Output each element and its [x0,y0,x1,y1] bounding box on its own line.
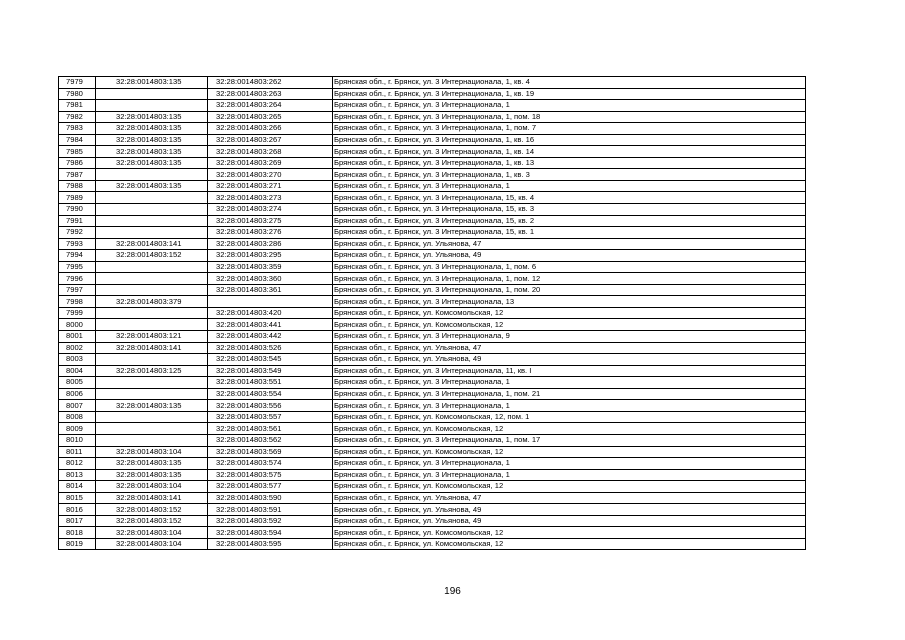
address-cell: Брянская обл., г. Брянск, ул. 3 Интернационала, 15, кв. 1 [333,227,806,239]
row-number-cell: 7985 [59,146,96,158]
address-cell: Брянская обл., г. Брянск, ул. 3 Интернационала, 15, кв. 2 [333,215,806,227]
address-cell: Брянская обл., г. Брянск, ул. 3 Интернационала, 1, пом. 7 [333,123,806,135]
cadastral-number-cell: 32:28:0014803:286 [208,238,333,250]
parent-cadastral-number-cell: 32:28:0014803:104 [96,481,208,493]
parent-cadastral-number-cell: 32:28:0014803:135 [96,400,208,412]
parent-cadastral-number-cell: 32:28:0014803:135 [96,157,208,169]
table-row [59,134,806,146]
cadastral-number-cell: 32:28:0014803:268 [208,146,333,158]
row-number-cell: 8012 [59,458,96,470]
address-cell: Брянская обл., г. Брянск, ул. Ульянова, 47 [333,238,806,250]
address-cell: Брянская обл., г. Брянск, ул. 3 Интернационала, 1, кв. 16 [333,134,806,146]
row-number-cell: 7979 [59,77,96,89]
cadastral-number-cell: 32:28:0014803:295 [208,250,333,262]
address-cell: Брянская обл., г. Брянск, ул. 3 Интернационала, 1, пом. 6 [333,261,806,273]
table-row [59,515,806,527]
parent-cadastral-number-cell: 32:28:0014803:141 [96,342,208,354]
cadastral-number-cell: 32:28:0014803:420 [208,307,333,319]
row-number-cell: 7987 [59,169,96,181]
cadastral-number-cell: 32:28:0014803:264 [208,100,333,112]
row-number-cell: 8017 [59,515,96,527]
parent-cadastral-number-cell [96,215,208,227]
row-number-cell: 7982 [59,111,96,123]
address-cell: Брянская обл., г. Брянск, ул. Комсомольская, 12 [333,527,806,539]
cadastral-number-cell: 32:28:0014803:269 [208,157,333,169]
parent-cadastral-number-cell: 32:28:0014803:379 [96,296,208,308]
parent-cadastral-number-cell: 32:28:0014803:135 [96,180,208,192]
row-number-cell: 7983 [59,123,96,135]
parent-cadastral-number-cell: 32:28:0014803:135 [96,469,208,481]
table-row [59,307,806,319]
table-row [59,227,806,239]
table-row [59,469,806,481]
address-cell: Брянская обл., г. Брянск, ул. Комсомольская, 12 [333,446,806,458]
row-number-cell: 7988 [59,180,96,192]
parent-cadastral-number-cell [96,434,208,446]
parent-cadastral-number-cell [96,354,208,366]
cadastral-number-cell: 32:28:0014803:574 [208,458,333,470]
row-number-cell: 8000 [59,319,96,331]
table-row [59,169,806,181]
cadastral-number-cell: 32:28:0014803:360 [208,273,333,285]
address-cell: Брянская обл., г. Брянск, ул. 3 Интернационала, 1, кв. 3 [333,169,806,181]
cadastral-number-cell: 32:28:0014803:592 [208,515,333,527]
address-cell: Брянская обл., г. Брянск, ул. Ульянова, 47 [333,342,806,354]
row-number-cell: 8014 [59,481,96,493]
cadastral-number-cell: 32:28:0014803:556 [208,400,333,412]
parent-cadastral-number-cell: 32:28:0014803:135 [96,111,208,123]
address-cell: Брянская обл., г. Брянск, ул. 3 Интернационала, 1, пом. 21 [333,388,806,400]
parent-cadastral-number-cell: 32:28:0014803:104 [96,538,208,550]
cadastral-number-cell: 32:28:0014803:265 [208,111,333,123]
cadastral-number-cell [208,296,333,308]
address-cell: Брянская обл., г. Брянск, ул. Комсомольская, 12 [333,538,806,550]
parent-cadastral-number-cell [96,307,208,319]
row-number-cell: 8007 [59,400,96,412]
parent-cadastral-number-cell: 32:28:0014803:135 [96,134,208,146]
address-cell: Брянская обл., г. Брянск, ул. 3 Интернационала, 1, пом. 20 [333,284,806,296]
table-row [59,527,806,539]
address-cell: Брянская обл., г. Брянск, ул. Комсомольская, 12 [333,307,806,319]
cadastral-number-cell: 32:28:0014803:267 [208,134,333,146]
address-cell: Брянская обл., г. Брянск, ул. Ульянова, 49 [333,354,806,366]
table-row [59,123,806,135]
parent-cadastral-number-cell: 32:28:0014803:104 [96,446,208,458]
row-number-cell: 7999 [59,307,96,319]
address-cell: Брянская обл., г. Брянск, ул. 3 Интернационала, 9 [333,331,806,343]
parent-cadastral-number-cell: 32:28:0014803:135 [96,458,208,470]
cadastral-register-table [58,76,806,550]
table-row [59,354,806,366]
row-number-cell: 7997 [59,284,96,296]
row-number-cell: 8010 [59,434,96,446]
cadastral-number-cell: 32:28:0014803:273 [208,192,333,204]
cadastral-number-cell: 32:28:0014803:591 [208,504,333,516]
row-number-cell: 7981 [59,100,96,112]
address-cell: Брянская обл., г. Брянск, ул. 3 Интернационала, 1 [333,469,806,481]
address-cell: Брянская обл., г. Брянск, ул. 3 Интернационала, 11, кв. I [333,365,806,377]
cadastral-number-cell: 32:28:0014803:359 [208,261,333,273]
address-cell: Брянская обл., г. Брянск, ул. 3 Интернационала, 1 [333,180,806,192]
parent-cadastral-number-cell [96,192,208,204]
parent-cadastral-number-cell: 32:28:0014803:135 [96,146,208,158]
row-number-cell: 8002 [59,342,96,354]
cadastral-number-cell: 32:28:0014803:266 [208,123,333,135]
cadastral-number-cell: 32:28:0014803:274 [208,204,333,216]
row-number-cell: 7991 [59,215,96,227]
address-cell: Брянская обл., г. Брянск, ул. Комсомольская, 12 [333,423,806,435]
address-cell: Брянская обл., г. Брянск, ул. 3 Интернационала, 1, пом. 18 [333,111,806,123]
parent-cadastral-number-cell: 32:28:0014803:152 [96,515,208,527]
table-row [59,215,806,227]
row-number-cell: 8011 [59,446,96,458]
parent-cadastral-number-cell [96,273,208,285]
address-cell: Брянская обл., г. Брянск, ул. 3 Интернационала, 1 [333,458,806,470]
parent-cadastral-number-cell [96,88,208,100]
table-row [59,342,806,354]
row-number-cell: 8004 [59,365,96,377]
cadastral-number-cell: 32:28:0014803:549 [208,365,333,377]
parent-cadastral-number-cell [96,284,208,296]
cadastral-number-cell: 32:28:0014803:575 [208,469,333,481]
table-row [59,492,806,504]
parent-cadastral-number-cell [96,169,208,181]
address-cell: Брянская обл., г. Брянск, ул. 3 Интернационала, 1, кв. 19 [333,88,806,100]
table-row [59,273,806,285]
address-cell: Брянская обл., г. Брянск, ул. 3 Интернационала, 1, пом. 17 [333,434,806,446]
table-row [59,400,806,412]
address-cell: Брянская обл., г. Брянск, ул. 3 Интернационала, 15, кв. 4 [333,192,806,204]
cadastral-number-cell: 32:28:0014803:271 [208,180,333,192]
address-cell: Брянская обл., г. Брянск, ул. 3 Интернационала, 1 [333,377,806,389]
cadastral-number-cell: 32:28:0014803:545 [208,354,333,366]
table-row [59,411,806,423]
cadastral-number-cell: 32:28:0014803:594 [208,527,333,539]
parent-cadastral-number-cell [96,227,208,239]
address-cell: Брянская обл., г. Брянск, ул. Ульянова, 49 [333,504,806,516]
table-row [59,77,806,89]
row-number-cell: 7993 [59,238,96,250]
cadastral-number-cell: 32:28:0014803:263 [208,88,333,100]
cadastral-number-cell: 32:28:0014803:562 [208,434,333,446]
parent-cadastral-number-cell [96,411,208,423]
table-row [59,377,806,389]
cadastral-number-cell: 32:28:0014803:526 [208,342,333,354]
table-row [59,180,806,192]
table-row [59,423,806,435]
address-cell: Брянская обл., г. Брянск, ул. Комсомольская, 12, пом. 1 [333,411,806,423]
parent-cadastral-number-cell [96,204,208,216]
cadastral-number-cell: 32:28:0014803:441 [208,319,333,331]
row-number-cell: 7995 [59,261,96,273]
table-row [59,388,806,400]
parent-cadastral-number-cell [96,319,208,331]
table-row [59,481,806,493]
page-number: 196 [444,586,461,597]
parent-cadastral-number-cell [96,388,208,400]
row-number-cell: 8018 [59,527,96,539]
address-cell: Брянская обл., г. Брянск, ул. 3 Интернационала, 1, кв. 13 [333,157,806,169]
row-number-cell: 8005 [59,377,96,389]
table-row [59,192,806,204]
table-row [59,504,806,516]
cadastral-number-cell: 32:28:0014803:590 [208,492,333,504]
row-number-cell: 7996 [59,273,96,285]
table-row [59,296,806,308]
address-cell: Брянская обл., г. Брянск, ул. Ульянова, 49 [333,250,806,262]
address-cell: Брянская обл., г. Брянск, ул. 3 Интернационала, 1, кв. 14 [333,146,806,158]
table-row [59,446,806,458]
table-row [59,157,806,169]
address-cell: Брянская обл., г. Брянск, ул. 3 Интернационала, 13 [333,296,806,308]
parent-cadastral-number-cell [96,423,208,435]
row-number-cell: 8015 [59,492,96,504]
address-cell: Брянская обл., г. Брянск, ул. Комсомольская, 12 [333,319,806,331]
table-row [59,434,806,446]
address-cell: Брянская обл., г. Брянск, ул. Комсомольская, 12 [333,481,806,493]
table-row [59,458,806,470]
parent-cadastral-number-cell: 32:28:0014803:141 [96,238,208,250]
row-number-cell: 7990 [59,204,96,216]
parent-cadastral-number-cell: 32:28:0014803:121 [96,331,208,343]
cadastral-number-cell: 32:28:0014803:577 [208,481,333,493]
parent-cadastral-number-cell: 32:28:0014803:152 [96,250,208,262]
row-number-cell: 8016 [59,504,96,516]
row-number-cell: 8008 [59,411,96,423]
table-row [59,331,806,343]
row-number-cell: 7986 [59,157,96,169]
cadastral-number-cell: 32:28:0014803:557 [208,411,333,423]
table-row [59,538,806,550]
cadastral-number-cell: 32:28:0014803:442 [208,331,333,343]
table-row [59,100,806,112]
parent-cadastral-number-cell: 32:28:0014803:141 [96,492,208,504]
address-cell: Брянская обл., г. Брянск, ул. 3 Интернационала, 1 [333,100,806,112]
parent-cadastral-number-cell [96,377,208,389]
parent-cadastral-number-cell: 32:28:0014803:135 [96,77,208,89]
row-number-cell: 8009 [59,423,96,435]
cadastral-number-cell: 32:28:0014803:270 [208,169,333,181]
address-cell: Брянская обл., г. Брянск, ул. Ульянова, 47 [333,492,806,504]
row-number-cell: 7989 [59,192,96,204]
table-row [59,250,806,262]
parent-cadastral-number-cell: 32:28:0014803:125 [96,365,208,377]
row-number-cell: 7984 [59,134,96,146]
table-row [59,238,806,250]
table-row [59,365,806,377]
table-row [59,204,806,216]
table-row [59,319,806,331]
parent-cadastral-number-cell [96,100,208,112]
row-number-cell: 7992 [59,227,96,239]
parent-cadastral-number-cell [96,261,208,273]
cadastral-number-cell: 32:28:0014803:262 [208,77,333,89]
cadastral-number-cell: 32:28:0014803:569 [208,446,333,458]
table-row [59,88,806,100]
address-cell: Брянская обл., г. Брянск, ул. 3 Интернационала, 1, пом. 12 [333,273,806,285]
cadastral-number-cell: 32:28:0014803:561 [208,423,333,435]
row-number-cell: 8019 [59,538,96,550]
row-number-cell: 7994 [59,250,96,262]
address-cell: Брянская обл., г. Брянск, ул. 3 Интернационала, 1 [333,400,806,412]
parent-cadastral-number-cell: 32:28:0014803:135 [96,123,208,135]
cadastral-number-cell: 32:28:0014803:361 [208,284,333,296]
register-table-body [59,77,806,550]
table-row [59,146,806,158]
cadastral-number-cell: 32:28:0014803:275 [208,215,333,227]
parent-cadastral-number-cell: 32:28:0014803:152 [96,504,208,516]
table-row [59,284,806,296]
row-number-cell: 7998 [59,296,96,308]
row-number-cell: 8013 [59,469,96,481]
address-cell: Брянская обл., г. Брянск, ул. Ульянова, 49 [333,515,806,527]
row-number-cell: 8003 [59,354,96,366]
row-number-cell: 7980 [59,88,96,100]
cadastral-number-cell: 32:28:0014803:595 [208,538,333,550]
cadastral-number-cell: 32:28:0014803:551 [208,377,333,389]
parent-cadastral-number-cell: 32:28:0014803:104 [96,527,208,539]
table-row [59,111,806,123]
table-row [59,261,806,273]
row-number-cell: 8001 [59,331,96,343]
address-cell: Брянская обл., г. Брянск, ул. 3 Интернационала, 1, кв. 4 [333,77,806,89]
cadastral-number-cell: 32:28:0014803:554 [208,388,333,400]
cadastral-number-cell: 32:28:0014803:276 [208,227,333,239]
address-cell: Брянская обл., г. Брянск, ул. 3 Интернационала, 15, кв. 3 [333,204,806,216]
row-number-cell: 8006 [59,388,96,400]
